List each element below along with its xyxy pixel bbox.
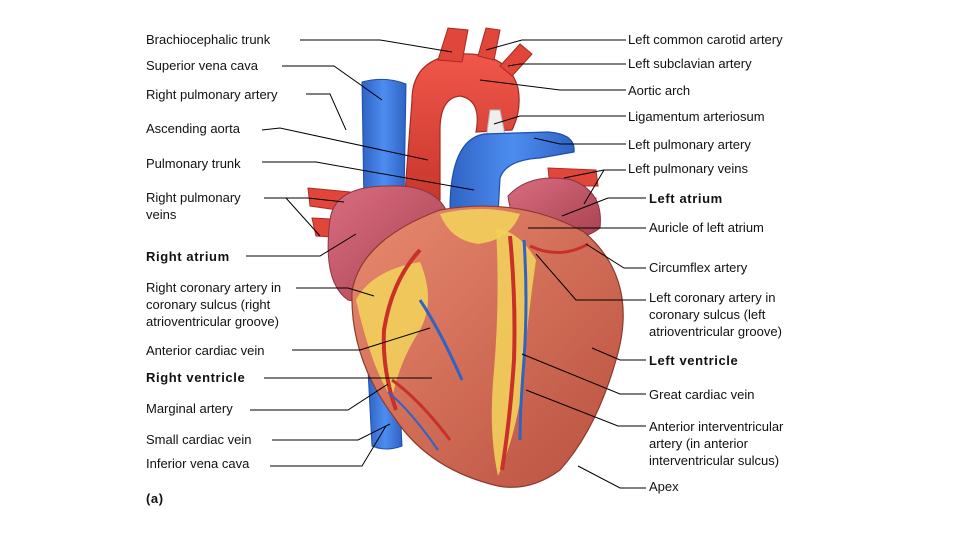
label-ligamentum-arteriosum: Ligamentum arteriosum	[628, 109, 765, 124]
label-superior-vena-cava: Superior vena cava	[146, 58, 259, 73]
label-right-pulmonary-artery: Right pulmonary artery	[146, 87, 278, 102]
label-auricle-of-left-atrium: Auricle of left atrium	[649, 220, 764, 235]
label-left-coronary-artery: Left coronary artery in coronary sulcus (left atrioventricular groove)	[649, 290, 782, 339]
left-common-carotid-artery	[478, 28, 500, 60]
label-aortic-arch: Aortic arch	[628, 83, 691, 98]
label-left-pulmonary-artery: Left pulmonary artery	[628, 137, 751, 152]
label-left-pulmonary-veins: Left pulmonary veins	[628, 161, 748, 176]
label-anterior-interventricular-artery: Anterior interventricular artery (in anterior interventricular sulcus)	[649, 419, 784, 468]
label-apex: Apex	[649, 479, 679, 494]
label-left-subclavian-artery: Left subclavian artery	[628, 56, 752, 71]
label-right-ventricle: Right ventricle	[146, 370, 246, 385]
label-right-pulmonary-veins: Right pulmonary veins	[146, 190, 241, 222]
label-right-atrium: Right atrium	[146, 249, 230, 264]
label-left-common-carotid-artery: Left common carotid artery	[628, 32, 783, 47]
label-great-cardiac-vein: Great cardiac vein	[649, 387, 755, 402]
label-inferior-vena-cava: Inferior vena cava	[146, 456, 250, 471]
label-ascending-aorta: Ascending aorta	[146, 121, 240, 136]
label-left-ventricle: Left ventricle	[649, 353, 739, 368]
label-left-atrium: Left atrium	[649, 191, 723, 206]
label-circumflex-artery: Circumflex artery	[649, 260, 748, 275]
label-small-cardiac-vein: Small cardiac vein	[146, 432, 252, 447]
figure-tag: (a)	[146, 491, 164, 506]
label-brachiocephalic-trunk: Brachiocephalic trunk	[146, 32, 271, 47]
superior-vena-cava	[362, 79, 406, 204]
label-marginal-artery: Marginal artery	[146, 401, 233, 416]
label-anterior-cardiac-vein: Anterior cardiac vein	[146, 343, 265, 358]
label-pulmonary-trunk: Pulmonary trunk	[146, 156, 241, 171]
label-right-coronary-artery: Right coronary artery in coronary sulcus (right atrioventricular groove)	[146, 280, 282, 329]
